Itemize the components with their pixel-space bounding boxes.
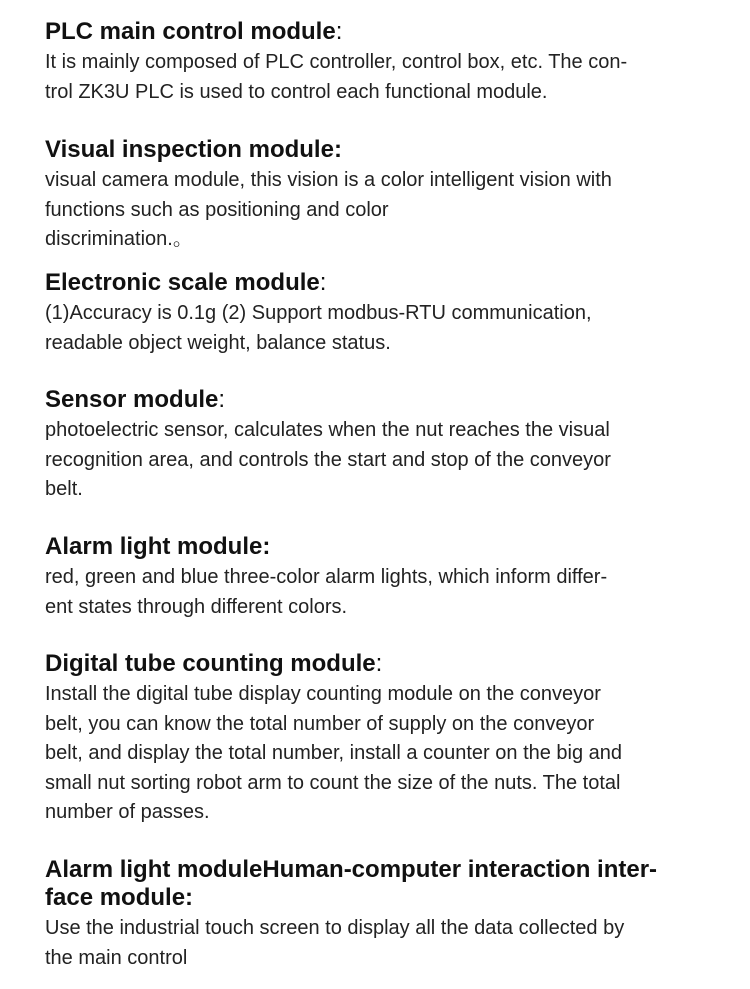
body-line: ent states through different colors. xyxy=(45,595,348,618)
section-visual-inspection xyxy=(45,136,710,255)
section-heading xyxy=(45,856,710,912)
body-line: (1)Accuracy is 0.1g (2) Support modbus-RTU communication, xyxy=(45,302,592,324)
body-line: Install the digital tube display counting module on the conveyor xyxy=(45,683,601,705)
heading-text: Visual inspection module: xyxy=(45,136,342,163)
section-body xyxy=(45,914,710,973)
section-heading xyxy=(45,269,710,297)
heading-text: PLC main control module xyxy=(45,18,336,45)
body-line: photoelectric sensor, calculates when the nut reaches the visual xyxy=(45,419,610,441)
body-line: small nut sorting robot arm to count the size of the nuts. The total xyxy=(45,771,621,794)
body-line: discrimination.。 xyxy=(45,228,193,250)
section-digital-tube-counting xyxy=(45,650,710,828)
section-heading xyxy=(45,533,710,561)
heading-text-line2: face module: xyxy=(45,884,194,911)
body-line: belt. xyxy=(45,478,83,500)
heading-text: Sensor module xyxy=(45,386,219,413)
heading-text: Alarm light module: xyxy=(45,533,271,560)
body-line: the main control xyxy=(45,946,188,969)
body-line: number of passes. xyxy=(45,801,210,823)
section-body xyxy=(45,563,710,622)
section-sensor xyxy=(45,386,710,505)
body-line: Use the industrial touch screen to display all the data collected by xyxy=(45,917,625,939)
section-body xyxy=(45,416,710,505)
body-line: It is mainly composed of PLC controller, control box, etc. The con- xyxy=(45,51,628,73)
body-line: readable object weight, balance status. xyxy=(45,331,391,354)
heading-colon: : xyxy=(335,18,343,45)
heading-text: Electronic scale module xyxy=(45,269,320,296)
section-plc-main-control xyxy=(45,18,710,107)
section-heading xyxy=(45,18,710,46)
body-line: belt, and display the total number, install a counter on the big and xyxy=(45,742,623,764)
body-line: red, green and blue three-color alarm lights, which inform differ- xyxy=(45,566,608,588)
body-line: functions such as positioning and color xyxy=(45,198,389,221)
section-body xyxy=(45,166,710,255)
body-line: belt, you can know the total number of supply on the conveyor xyxy=(45,712,595,735)
body-line: trol ZK3U PLC is used to control each functional module. xyxy=(45,80,548,103)
section-body xyxy=(45,299,710,358)
section-heading xyxy=(45,136,710,164)
body-line: visual camera module, this vision is a color intelligent vision with xyxy=(45,169,612,191)
heading-colon: : xyxy=(319,269,327,296)
body-line: recognition area, and controls the start and stop of the conveyor xyxy=(45,448,611,471)
section-alarm-light xyxy=(45,533,710,622)
section-heading xyxy=(45,386,710,414)
section-body xyxy=(45,680,710,828)
section-electronic-scale xyxy=(45,269,710,358)
heading-colon: : xyxy=(218,386,226,413)
heading-colon: : xyxy=(375,650,383,677)
heading-text: Digital tube counting module xyxy=(45,650,376,677)
section-hmi-interface xyxy=(45,856,710,973)
section-body xyxy=(45,48,710,107)
section-heading xyxy=(45,650,710,678)
heading-text: Alarm light moduleHuman-computer interaction inter- xyxy=(45,856,658,883)
